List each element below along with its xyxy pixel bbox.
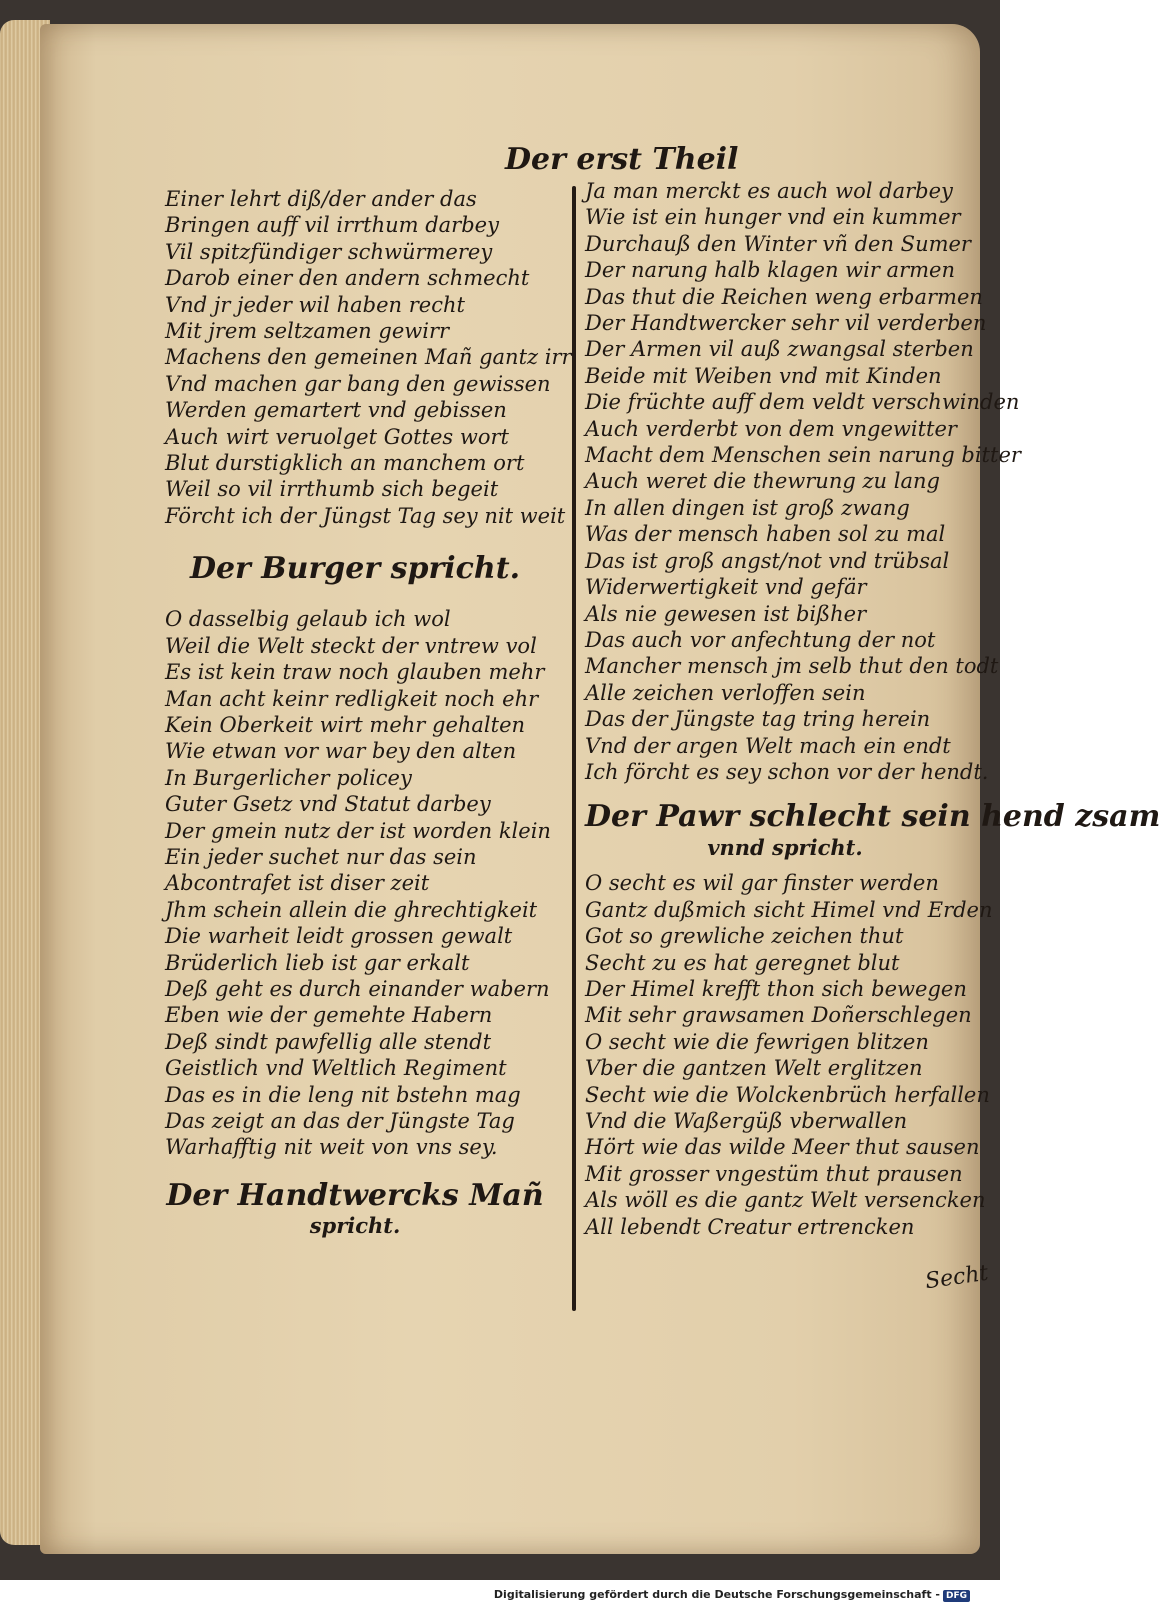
pawr-verse-line: Hört wie das wilde Meer thut sausen [585,1135,980,1160]
left-verse-line: Weil so vil irrthumb sich begeit [165,477,499,502]
left-verse-line: Bringen auff vil irrthum darbey [165,213,499,238]
burger-verse-line: Guter Gsetz vnd Statut darbey [165,792,491,817]
left-verse-line: Darob einer den andern schmecht [165,266,530,291]
pawr-verse-line: Mit grosser vngestüm thut prausen [585,1161,963,1186]
pawr-verse-line: Got so grewliche zeichen thut [585,924,904,949]
right-verse-line: Das auch vor anfechtung der not [585,627,936,652]
pawr-verse-line: Secht wie die Wolckenbrüch herfallen [585,1082,990,1107]
left-verse-line: Vnd jr jeder wil haben recht [165,292,465,317]
left-verse-line: Einer lehrt diß/der ander das [165,187,477,211]
catchword: Secht [923,1260,990,1295]
left-verse-line: Vnd machen gar bang den gewissen [165,371,551,396]
right-verse-line: Durchauß den Winter vñ den Sumer [585,231,971,256]
burger-verse-line: Wie etwan vor war bey den alten [165,739,517,764]
right-verse-line: Das der Jüngste tag tring herein [585,707,931,732]
heading-pawr: Der Pawr schlecht sein hend zsam [585,799,1160,835]
burger-verse-line: Der gmein nutz der ist worden klein [165,818,551,843]
right-verse-line: Der Handtwercker sehr vil verderben [585,311,987,336]
burger-verse-line: Deß geht es durch einander wabern [165,976,550,1001]
burger-verse-line: Deß sindt pawfellig alle stendt [165,1029,492,1054]
pawr-verse-line: Als wöll es die gantz Welt versencken [585,1188,986,1213]
footer-credit [494,1588,970,1602]
column-rule [572,186,576,1311]
pawr-verse-line: Mit sehr grawsamen Doñerschlegen [585,1003,972,1028]
heading-burger: Der Burger spricht. [189,551,521,587]
right-verse-block-1 [585,178,1021,785]
left-column [165,186,572,1238]
footer-text: Digitalisierung gefördert durch die Deutsche Forschungsgemeinschaft - [493,1588,940,1601]
right-verse-line: Was der mensch haben sol zu mal [585,522,946,547]
right-verse-line: Alle zeichen verloffen sein [585,680,866,705]
right-verse-line: Macht dem Menschen sein narung bitter [585,443,1021,468]
right-verse-line: Vnd der argen Welt mach ein endt [585,733,951,758]
pawr-verse-line: O secht wie die fewrigen blitzen [585,1029,929,1054]
right-verse-line: Ja man merckt es auch wol darbey [585,179,953,203]
left-verse-line: Mit jrem seltzamen gewirr [165,319,450,344]
right-verse-line: Wie ist ein hunger vnd ein kummer [585,205,961,230]
right-verse-line: Als nie gewesen ist bißher [585,601,867,626]
burger-verse-line: Das es in die leng nit bstehn mag [165,1082,521,1107]
left-verse-line: Blut durstigklich an manchem ort [165,451,525,476]
left-verse-block-1 [165,186,572,529]
right-verse-line: Beide mit Weiben vnd mit Kinden [585,363,942,388]
right-verse-line: Das ist groß angst/not vnd trübsal [585,548,950,573]
right-verse-line: Ich förcht es sey schon vor der hendt. [585,759,989,784]
right-verse-line: Widerwertigkeit vnd gefär [585,575,867,600]
left-verse-line: Werden gemartert vnd gebissen [165,398,507,423]
burger-verse-line: Geistlich vnd Weltlich Regiment [165,1056,507,1081]
pawr-verse-line: Vber die gantzen Welt erglitzen [585,1056,923,1081]
pawr-verse-line: Der Himel krefft thon sich bewegen [585,976,967,1001]
burger-verse-line: Ein jeder suchet nur das sein [165,844,477,869]
burger-verse-line: Weil die Welt steckt der vntrew vol [165,633,537,658]
burger-verse-line: Abcontrafet ist diser zeit [165,871,430,896]
burger-verse-line: Es ist kein traw noch glauben mehr [165,660,545,685]
running-head: Der erst Theil [505,142,739,177]
pawr-verse-line: Vnd die Waßergüß vberwallen [585,1109,908,1133]
right-verse-line: Die früchte auff dem veldt verschwinden [585,390,1020,415]
burger-verse-line: In Burgerlicher policey [165,765,412,790]
right-verse-line: Mancher mensch jm selb thut den todt [585,654,999,679]
right-verse-line: Auch verderbt von dem vngewitter [585,416,957,441]
pawr-verse-line: Secht zu es hat geregnet blut [585,950,900,975]
dfg-logo: DFG [943,1590,970,1602]
burger-verse-line: Kein Oberkeit wirt mehr gehalten [165,712,526,737]
left-verse-block-2 [165,606,551,1161]
right-verse-line: Der narung halb klagen wir armen [585,258,955,283]
burger-verse-line: Jhm schein allein die ghrechtigkeit [165,897,538,922]
left-verse-line: Vil spitzfündiger schwürmerey [165,239,493,264]
right-verse-line: Der Armen vil auß zwangsal sterben [585,337,974,362]
subheading-pawr: vnnd spricht. [707,835,863,861]
right-verse-line: In allen dingen ist groß zwang [585,495,910,520]
pawr-verse-line: All lebendt Creatur ertrencken [585,1214,915,1239]
burger-verse-line: Die warheit leidt grossen gewalt [165,924,513,949]
pawr-verse-line: O secht es wil gar finster werden [585,871,939,896]
heading-handtwercks: Der Handtwercks Mañ [166,1177,544,1213]
left-verse-line: Auch wirt veruolget Gottes wort [165,424,509,449]
burger-verse-line: Man acht keinr redligkeit noch ehr [165,686,539,711]
subheading-handtwercks: spricht. [309,1212,401,1238]
burger-verse-line: Brüderlich lieb ist gar erkalt [165,950,470,975]
left-verse-line: Förcht ich der Jüngst Tag sey nit weit [165,503,566,528]
right-column [585,178,1160,1240]
burger-verse-line: O dasselbig gelaub ich wol [165,607,451,632]
left-verse-line: Machens den gemeinen Mañ gantz irr [165,345,572,370]
pawr-verse-line: Gantz dußmich sicht Himel vnd Erden [585,897,993,922]
right-verse-block-2 [585,870,993,1240]
right-verse-line: Auch weret die thewrung zu lang [585,469,940,494]
burger-verse-line: Eben wie der gemehte Habern [165,1003,493,1028]
burger-verse-line: Das zeigt an das der Jüngste Tag [165,1109,515,1133]
right-verse-line: Das thut die Reichen weng erbarmen [585,284,983,309]
burger-verse-line: Warhafftig nit weit von vns sey. [165,1135,498,1160]
